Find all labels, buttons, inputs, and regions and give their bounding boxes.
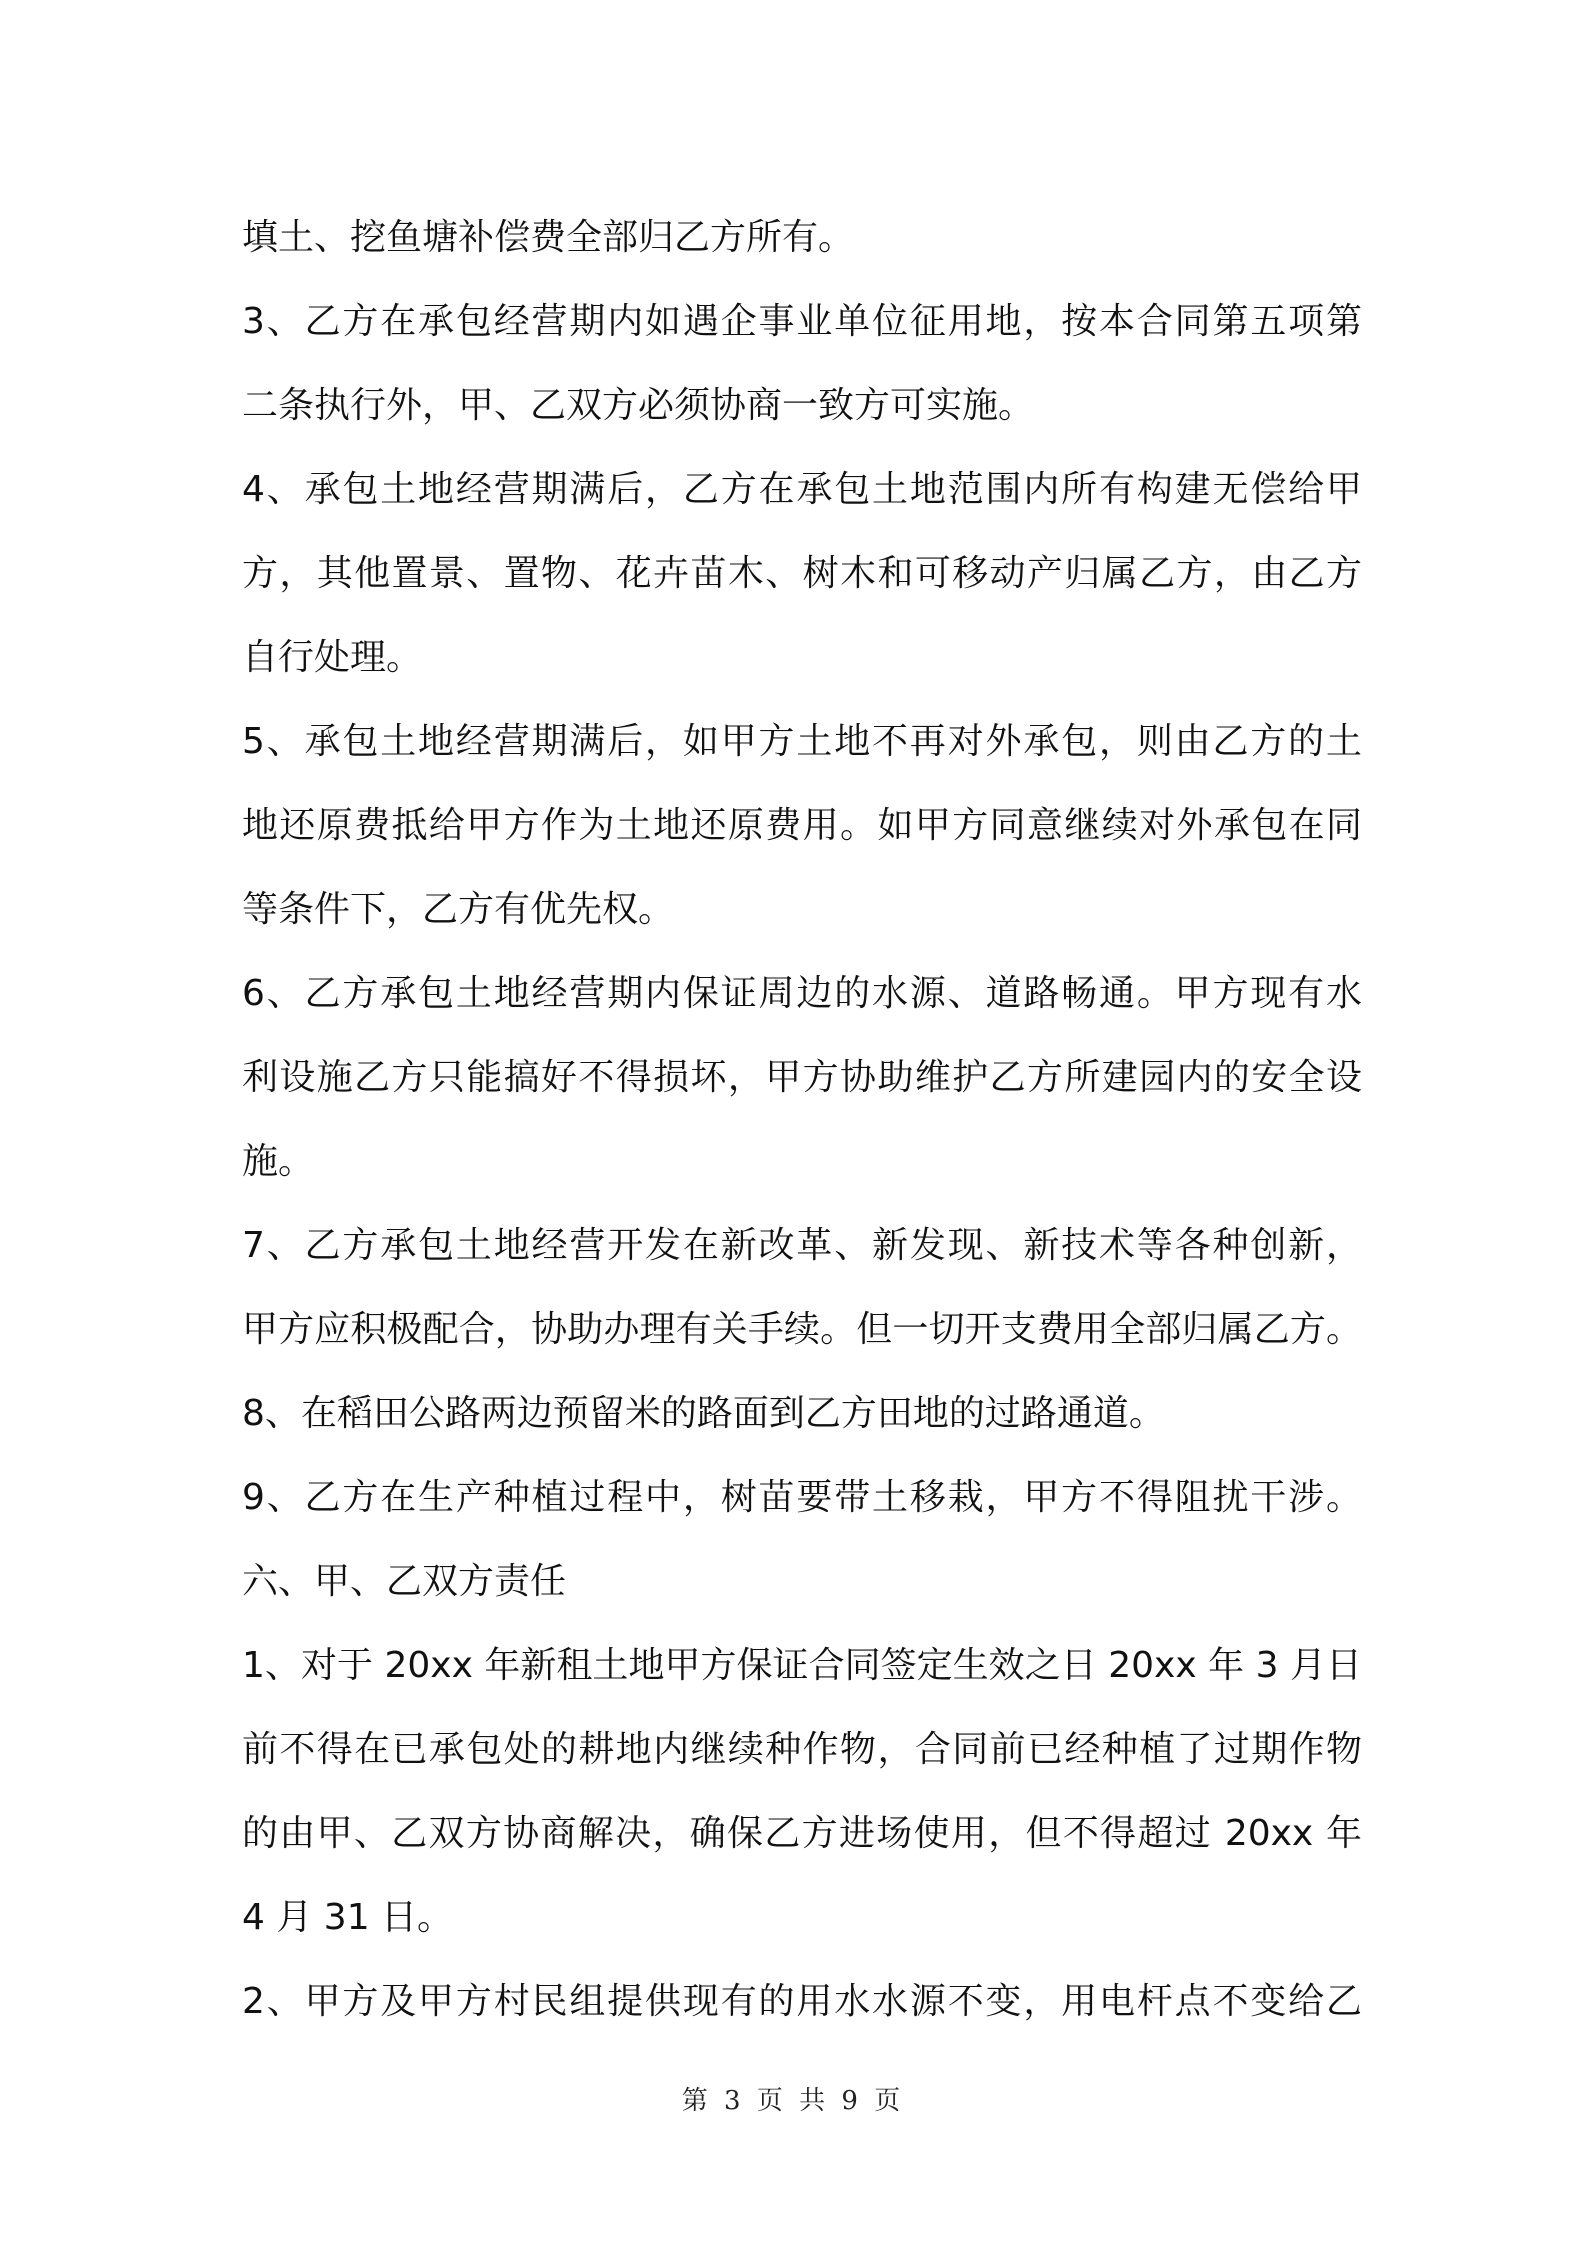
text-line: 的由甲、乙双方协商解决，确保乙方进场使用，但不得超过 20xx 年 <box>242 1813 1362 1854</box>
document-body <box>242 196 1362 2044</box>
text-line: 6、乙方承包土地经营期内保证周边的水源、道路畅通。甲方现有水 <box>242 973 1362 1014</box>
text-line: 利设施乙方只能搞好不得损坏，甲方协助维护乙方所建园内的安全设 <box>242 1057 1362 1098</box>
text-line: 等条件下，乙方有优先权。 <box>242 889 675 930</box>
text-line: 自行处理。 <box>242 637 423 678</box>
text-line: 填土、挖鱼塘补偿费全部归乙方所有。 <box>242 217 855 258</box>
text-line: 二条执行外，甲、乙双方必须协商一致方可实施。 <box>242 385 1035 426</box>
text-line: 1、对于 20xx 年新租土地甲方保证合同签定生效之日 20xx 年 3 月日 <box>242 1645 1362 1686</box>
text-line: 六、甲、乙双方责任 <box>242 1561 567 1602</box>
text-line: 施。 <box>242 1141 315 1182</box>
text-line: 3、乙方在承包经营期内如遇企事业单位征用地，按本合同第五项第 <box>242 301 1362 342</box>
text-line: 8、在稻田公路两边预留米的路面到乙方田地的过路通道。 <box>242 1393 1165 1434</box>
text-line: 7、乙方承包土地经营开发在新改革、新发现、新技术等各种创新， <box>242 1225 1362 1266</box>
text-line: 5、承包土地经营期满后，如甲方土地不再对外承包，则由乙方的土 <box>242 721 1362 762</box>
page-number-footer: 第 3 页 共 9 页 <box>681 2086 905 2116</box>
text-line: 甲方应积极配合，协助办理有关手续。但一切开支费用全部归属乙方。 <box>242 1309 1362 1350</box>
text-line: 2、甲方及甲方村民组提供现有的用水水源不变，用电杆点不变给乙 <box>242 1981 1362 2022</box>
text-line: 4、承包土地经营期满后，乙方在承包土地范围内所有构建无偿给甲 <box>242 469 1362 510</box>
text-line: 方，其他置景、置物、花卉苗木、树木和可移动产归属乙方，由乙方 <box>242 553 1362 594</box>
text-line: 4 月 31 日。 <box>242 1897 454 1938</box>
text-line: 前不得在已承包处的耕地内继续种作物，合同前已经种植了过期作物 <box>242 1729 1362 1770</box>
text-line: 9、乙方在生产种植过程中，树苗要带土移栽，甲方不得阻扰干涉。 <box>242 1477 1362 1518</box>
text-line: 地还原费抵给甲方作为土地还原费用。如甲方同意继续对外承包在同 <box>242 805 1362 846</box>
